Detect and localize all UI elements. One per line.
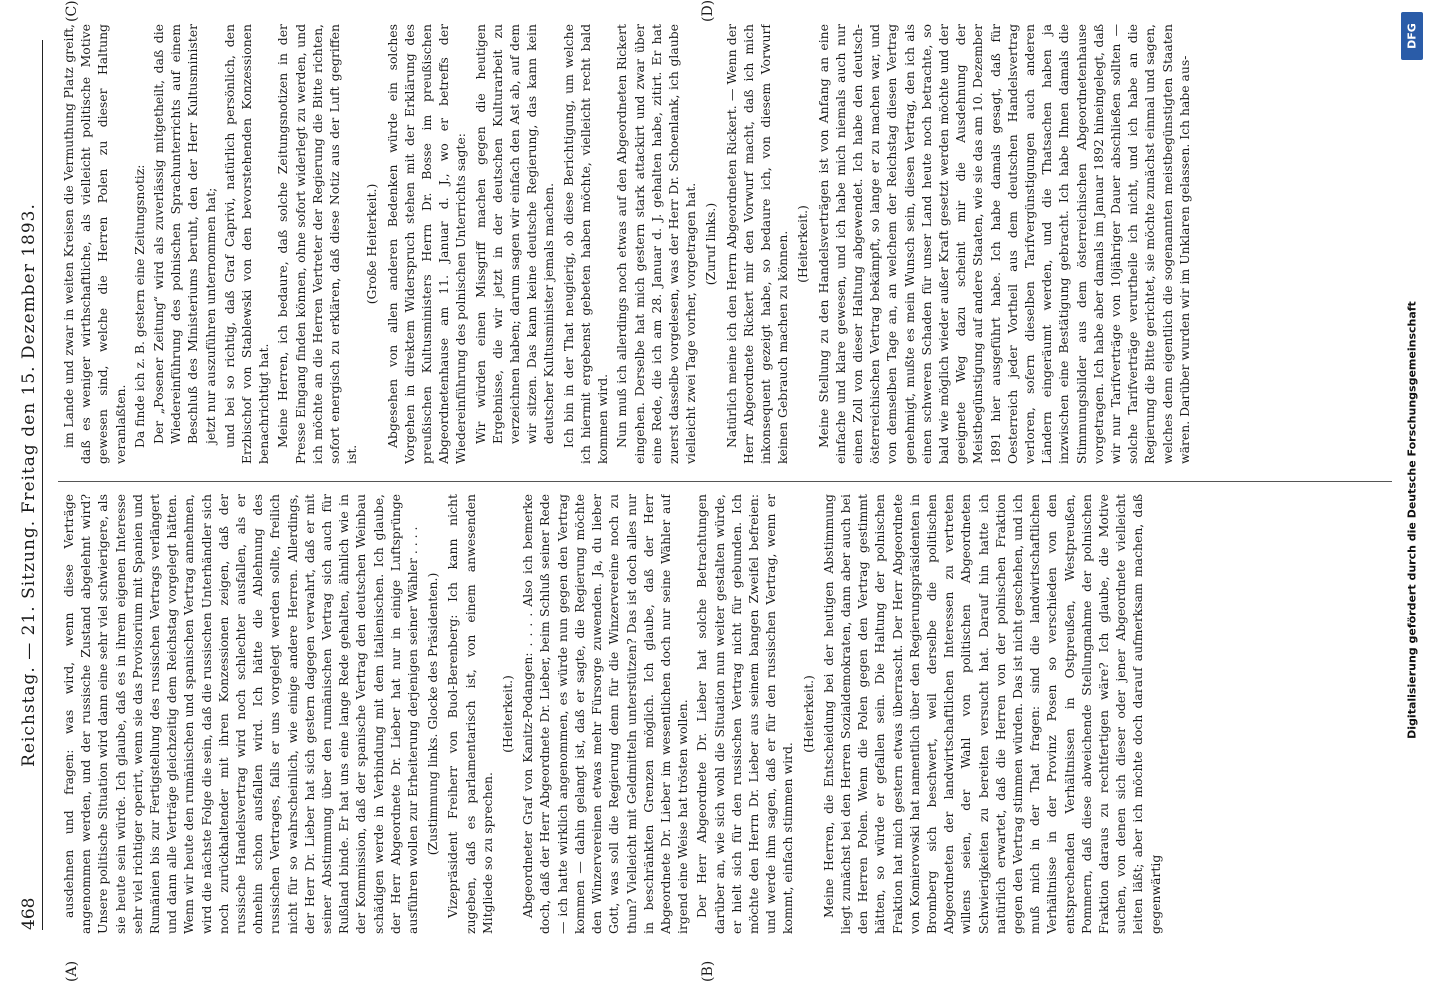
text-paragraph: Der „Posener Zeitung“ wird als zuverlässig mitgetheilt, daß die Wiedereinführung des polnischen Sprachunterrichts auf einem Beschluß des Ministeriums beruht, den der Herr Kultusminister jetzt nur auszuführen unternommen hat; <box>151 24 218 444</box>
text-paragraph: ausdehnen und fragen: was wird, wenn diese Verträge angenommen werden, und der russische Zustand abgelehnt wird? Unsere politische Situation wird dann eine sehr viel schwierigere, als sie heute sein würde. Ich glaube, daß es in ihrem eigenen Interesse sehr viel richtiger operirt, wenn sie das Provisorium mit Spanien und Rumänien bis zur Fertigstellung des russischen Vertrags verlängert und dann alle Verträge gleichzeitig dem Reichstag vorgelegt hätten. Wenn wir heute den rumänischen und spanischen Vertrag annehmen, wird die nächste Folge die sein, daß die russischen Unterhändler sich noch zurückhaltender mit ihren Konzessionen zeigen, daß der russische Handelsvertrag wird noch schlechter ausfallen, als er ohnehin schon ausfallen wird. Ich hätte die Ablehnung des russischen Vertrages, falls er uns vorgelegt werden sollte, freilich nicht für so wahrscheinlich, wie einige andere Herren. Allerdings, der Herr Dr. Lieber hat sich gestern dagegen verwahrt, daß er mit seiner Abstimmung über den rumänischen Vertrag sich auch für Rußland binde. Er hat uns eine lange Rede gehalten, ähnlich wie in der Kommission, daß der spanische Vertrag den deutschen Weinbau schädigen werde in Verbindung mit dem italienischen. Ich glaube, der Herr Abgeordnete Dr. Lieber hat nur in einige Luftsprünge ausführen wollen zur Erheiterung derjenigen seiner Wähler . . . . <box>61 494 421 934</box>
running-title: Reichstag. — 21. Sitzung. Freitag den 15. Dezember 1893. <box>19 203 39 767</box>
text-paragraph: Vizepräsident Freiherr von Buol-Berenberg: Ich kann nicht zugeben, daß es parlamentarisch ist, von einem anwesenden Mitgliede so zu sprechen. <box>445 494 495 934</box>
text-paragraph: Meine Herren, ich bedaure, daß solche Zeitungsnotizen in der Presse Eingang finden können, ohne sofort widerlegt zu werden, und ich möchte an die Herren Vertreter der Regierung die Bitte richten, sofort energisch zu erklären, daß diese Notiz aus der Luft gegriffen ist. <box>275 24 360 464</box>
dfg-logo-text: DFG <box>1405 23 1419 49</box>
text-paragraph: Nun muß ich allerdings noch etwas auf den Abgeordneten Rickert eingehen. Derselbe hat mich gestern stark attackirt und zwar über eine Rede, die ich am 28. Januar d. J. gehalten habe, zitirt. Er hat zuerst dasselbe vorgelesen, was der Herr Dr. Schoenlank, ich glaube vielleicht zwei Tage vorher, vorgetragen hat. <box>614 24 699 464</box>
text-paragraph: Der Herr Abgeordnete Dr. Lieber hat solche Betrachtungen darüber an, wie sich wohl die Situation nun weiter gestalten würde, er hielt sich für den russischen Vertrag nicht für gebunden. Ich möchte den Herrn Dr. Lieber aus seinem bangen Zweifel befreien: und werde ihm sagen, daß er für den russischen Vertrag, wenn er kommt, einfach stimmen wird. <box>694 494 796 934</box>
text-paragraph: Abgesehen von allen anderen Bedenken würde ein solches Vorgehen in direktem Widerspruch stehen mit der Erklärung des preußischen Kultusministers Herrn Dr. Bosse im preußischen Abgeordnetenhause am 11. Januar d. J., wo er betreffs der Wiedereinführung des polnischen Unterrichts sagte: <box>384 24 469 464</box>
text-paragraph: Meine Stellung zu den Handelsverträgen ist von Anfang an eine einfache und klare gewesen, und ich habe mich niemals auch nur einen Zoll von dieser Haltung abgewendet. Ich habe den deutsch-österreichischen Vertrag bekämpft, so lange er zu machen war, und von demselben Tage an, an welchem der Reichstag diesen Vertrag genehmigt, mußte es mein Wunsch sein, diesen Vertrag, den ich als einen schweren Schaden für unser Land heute noch betrachte, so bald wie möglich wieder außer Kraft gesetzt werden möchte und der geeignete Weg dazu scheint mir die Ausdehnung der Meistbegünstigung auf andere Staaten, wie sie das am 10. Dezember 1891 hier ausgeführt habe. Ich habe damals gesagt, daß für Oesterreich jeder Vortheil aus dem deutschen Handelsvertrag verloren, sofern dieselben Tarifvergünstigungen auch anderen Ländern eingeräumt werden, und die Thatsachen haben ja inzwischen eine Bestätigung gebracht. Ich habe Ihnen damals die Stimmungsbilder aus dem österreichischen Abgeordnetenhause vorgetragen. Ich habe aber damals im Januar 1892 hineingelegt, daß wir nur Tarifverträge von 10jähriger Dauer abschließen sollten — solche Tarifverträge verurtheile ich nicht, und ich habe an die Regierung die Bitte gerichtet, sie möchte zunächst einmal und sagen, welches denn eigentlich die sogenannten meistbegünstigten Staaten wären. Darüber wurden wir im Unklaren gelassen. Ich habe aus- <box>815 24 1192 464</box>
margin-letter-a: (A) <box>64 960 80 982</box>
text-paragraph: Wir würden einen Missgriff machen gegen die heutigen Ergebnisse, die wir jetzt in der deutschen Kulturarbeit zu verzeichnen haben; darum sagen wir einfach den Ast ab, auf dem wir sitzen. Das kann keine deutsche Regierung, das kann kein deutscher Kultusminister jemals machen. <box>472 24 557 444</box>
margin-letter-d: (D) <box>700 0 716 22</box>
parenthetical-remark: (Heiterkeit.) <box>500 675 516 753</box>
parenthetical-remark: (Zustimmung links. Glocke des Präsidenten.) <box>425 572 441 856</box>
digitization-credit <box>1392 0 1432 1000</box>
page-number: 468 <box>19 897 39 930</box>
right-text-column <box>60 24 1390 464</box>
text-paragraph: Ich bin in der That neugierig, ob diese Berichtigung, um welche ich hiermit ergebenst gebeten haben möchte, vielleicht recht bald kommen wird. <box>560 24 611 464</box>
parenthetical-remark: (Heiterkeit.) <box>800 675 816 753</box>
parenthetical-remark: (Heiterkeit.) <box>795 205 811 283</box>
parenthetical-remark: (Große Heiterkeit.) <box>364 183 380 305</box>
parenthetical-remark: (Zuruf links.) <box>703 202 719 286</box>
dfg-logo-icon <box>1401 12 1423 60</box>
text-paragraph: Da finde ich z. B. gestern eine Zeitungsnotiz: <box>131 164 147 448</box>
text-paragraph: Abgeordneter Graf von Kanitz-Podangen: . . . . Also ich bemerke doch, daß der Herr Abgeordnete Dr. Lieber, beim Schluß seiner Rede — ich hatte wirklich angenommen, es würde nun gegen den Vertrag kommen — dahin gelangt ist, daß er sagte, die Regierung möchte den Winzervereinen etwas mehr Fürsorge zuwenden. Ja, du lieber Gott, was soll die Regierung denn für die Winzervereine noch zu thun? Vielleicht mit Geldmitteln unterstützen? Das ist doch alles nur in beschränkten Grenzen möglich. Ich glaube, daß der Herr Abgeordnete Dr. Lieber im wesentlichen doch nur seine Wähler auf irgend eine Weise hat trösten wollen. <box>520 494 691 934</box>
page-header <box>16 40 43 930</box>
left-text-column <box>60 494 1390 934</box>
text-paragraph: im Lande und zwar in weiten Kreisen die Vermuthung Platz greift, daß es weniger wirthschaftliche, als vielleicht politische Motive gewesen sind, welche die Herren Polen zu dieser Haltung veranlaßten. <box>61 24 128 464</box>
text-paragraph: Meine Herren, die Entscheidung bei der heutigen Abstimmung liegt zunächst bei den Herren Sozialdemokraten, dann aber auch bei den Herren Polen. Wenn die Polen gegen den Vertrag gestimmt hätten, so würde er gefallen sein. Die Haltung der polnischen Fraktion hat mich gestern etwas überrascht. Der Herr Abgeordnete von Komierowski hat namentlich über den Regierungspräsidenten in Bromberg sich beschwert, weil derselbe die politischen Abgeordneten der landwirtschaftlichen Interessen zu vertreten willens seien, der Wahl von politischen Abgeordneten Schwierigkeiten zu bereiten versucht hat. Darauf hin hatte ich natürlich erwartet, daß die Herren von der polnischen Fraktion gegen den Vertrag stimmen würden. Das ist nicht geschehen, und ich muß mich in der That fragen: sind die landwirtschaftlichen Verhältnisse in der Provinz Posen so verschieden von den entsprechenden Verhältnissen in Ostpreußen, Westpreußen, Pommern, daß diese abweichende Stellungnahme der polnischen Fraktion daraus zu rechtfertigen wäre? Ich glaube, die Motive suchen, von denen sich dieser oder jener Abgeordnete vielleicht leiten läßt; aber ich möchte doch darauf aufmerksam machen, daß gegenwärtig <box>820 494 1163 934</box>
text-paragraph: Natürlich meine ich den Herrn Abgeordneten Rickert. — Wenn der Herr Abgeordnete Rickert mir den Vorwurf macht, daß ich mich inkonsequent gezeigt habe, so bedaure ich, von diesem Vorwurf keinen Gebrauch machen zu können. <box>723 24 791 464</box>
digitization-credit-text: Digitalisierung gefördert durch die Deutsche Forschungsgemeinschaft <box>1405 301 1419 739</box>
column-divider <box>58 481 1392 482</box>
margin-letter-b: (B) <box>700 960 716 982</box>
margin-letter-c: (C) <box>64 0 80 22</box>
text-paragraph: und bei so richtig, daß Graf Caprivi, natürlich persönlich, den Erzbischof von Stablewski von den bevorstehenden Konzessionen benachrichtigt hat. <box>221 24 272 464</box>
